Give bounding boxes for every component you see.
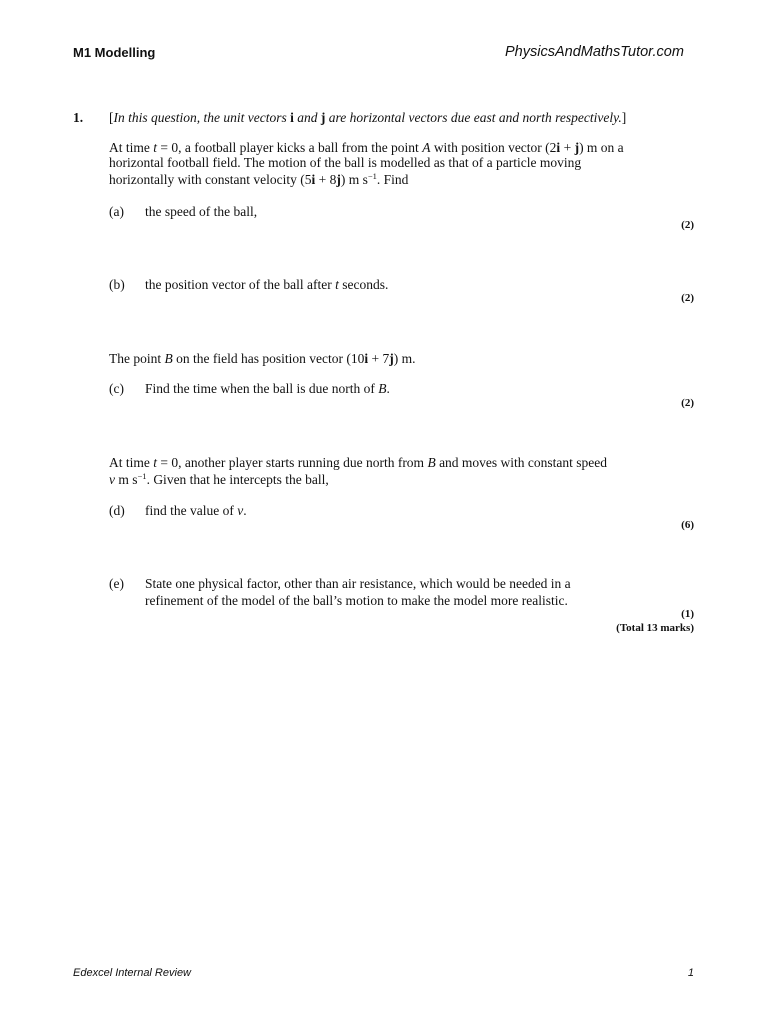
question-number: 1. — [73, 110, 84, 125]
page-number: 1 — [687, 967, 694, 979]
stem-line-1: At time t = 0, a football player kicks a ball from the point A with position vector (2i + j) m on a — [109, 140, 624, 155]
part-c-text: Find the time when the ball is due north of B. — [145, 381, 390, 396]
player2-line-1: At time t = 0, another player starts running due north from B and moves with constant speed — [109, 455, 608, 470]
stem-line-2: horizontal football field. The motion of the ball is modelled as that of a particle moving — [109, 155, 582, 170]
part-a-marks: (2) — [681, 219, 694, 231]
question-intro: [In this question, the unit vectors i and j are horizontal vectors due east and north respectively.] — [109, 110, 627, 125]
header-site: PhysicsAndMathsTutor.com — [505, 44, 684, 60]
player2-line-2: v m $s^{-1}$. Given that he intercepts the ball, — [109, 471, 329, 487]
total-marks: (Total 13 marks) — [616, 622, 694, 634]
header-title: M1 Modelling — [73, 45, 156, 60]
part-d-label: (d) — [109, 503, 125, 518]
part-c-label: (c) — [109, 381, 124, 396]
part-a-text: the speed of the ball, — [145, 204, 258, 219]
part-b-label: (b) — [109, 277, 125, 292]
part-d-text: find the value of v. — [145, 503, 247, 518]
part-e-line-2: refinement of the model of the ball’s motion to make the model more realistic. — [145, 593, 568, 608]
part-e-line-1: State one physical factor, other than air resistance, which would be needed in a — [145, 576, 571, 591]
part-e-marks: (1) — [681, 608, 694, 620]
part-d-marks: (6) — [681, 519, 694, 531]
stem-line-3: horizontally with constant velocity (5i + 8j) m $s^{-1}$. Find — [109, 171, 409, 187]
part-c-marks: (2) — [681, 397, 694, 409]
part-a-label: (a) — [109, 204, 124, 219]
part-b-text: the position vector of the ball after t seconds. — [145, 277, 389, 292]
part-e-label: (e) — [109, 576, 124, 591]
part-b-marks: (2) — [681, 292, 694, 304]
footer-source: Edexcel Internal Review — [73, 967, 192, 979]
point-b-statement: The point B on the field has position vector (10i + 7j) m. — [109, 351, 416, 366]
